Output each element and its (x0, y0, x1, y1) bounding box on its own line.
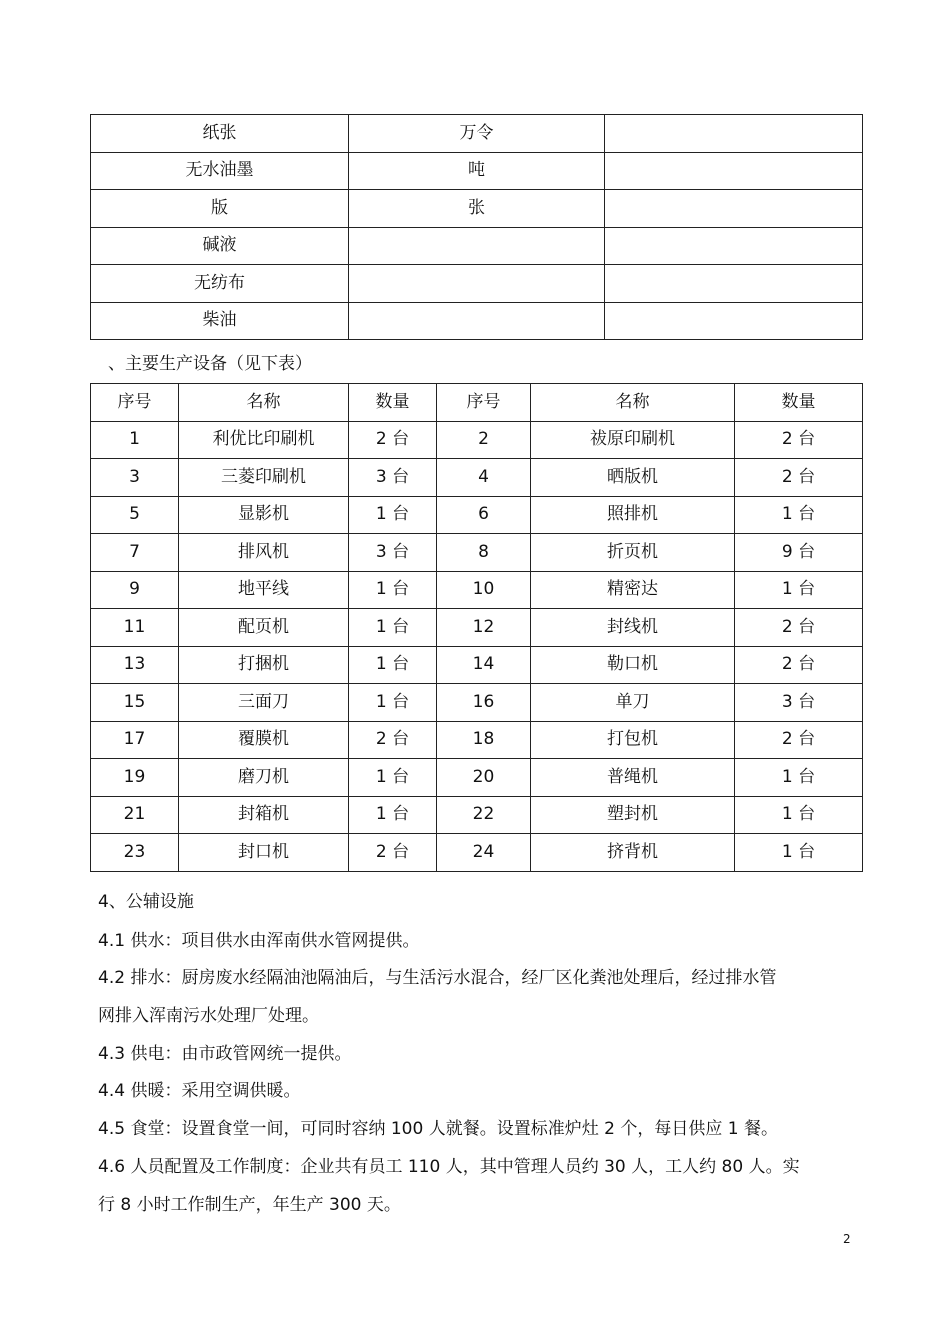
table-cell: 1 (91, 421, 179, 459)
table-cell (605, 190, 863, 228)
paragraph-drainage-line1: 4.2 排水：厨房废水经隔油池隔油后，与生活污水混合，经厂区化粪池处理后，经过排水管 (98, 968, 777, 988)
table-cell: 打捆机 (179, 646, 349, 684)
header-cell: 序号 (91, 384, 179, 422)
table-cell (605, 302, 863, 340)
table-cell (605, 152, 863, 190)
materials-row (91, 302, 863, 340)
table-cell (349, 265, 605, 303)
table-cell: 5 (91, 496, 179, 534)
table-cell: 无纺布 (91, 265, 349, 303)
table-cell: 晒版机 (531, 459, 735, 497)
header-cell: 数量 (735, 384, 863, 422)
table-cell: 单刀 (531, 684, 735, 722)
table-cell: 2 (437, 421, 531, 459)
materials-row (91, 227, 863, 265)
table-cell: 1 台 (349, 759, 437, 797)
table-cell: 10 (437, 571, 531, 609)
table-cell: 1 台 (349, 684, 437, 722)
table-cell: 1 台 (735, 834, 863, 872)
page-number: 2 (843, 1232, 851, 1246)
table-cell: 9 台 (735, 534, 863, 572)
equipment-table (90, 383, 863, 872)
equipment-row (91, 459, 863, 497)
table-cell (349, 302, 605, 340)
table-cell (605, 115, 863, 153)
table-cell: 21 (91, 796, 179, 834)
table-cell: 2 台 (735, 646, 863, 684)
table-cell: 挤背机 (531, 834, 735, 872)
table-cell: 封口机 (179, 834, 349, 872)
table-cell: 16 (437, 684, 531, 722)
materials-row (91, 115, 863, 153)
equipment-row (91, 421, 863, 459)
table-cell: 勒口机 (531, 646, 735, 684)
paragraph-staffing-line2: 行 8 小时工作制生产，年生产 300 天。 (98, 1195, 401, 1215)
table-cell: 三菱印刷机 (179, 459, 349, 497)
table-cell: 精密达 (531, 571, 735, 609)
table-cell: 9 (91, 571, 179, 609)
table-cell: 15 (91, 684, 179, 722)
table-cell (349, 227, 605, 265)
table-cell: 2 台 (349, 721, 437, 759)
table-cell: 1 台 (735, 759, 863, 797)
table-cell: 碱液 (91, 227, 349, 265)
table-cell: 14 (437, 646, 531, 684)
table-cell: 6 (437, 496, 531, 534)
table-cell: 1 台 (349, 571, 437, 609)
table-cell: 折页机 (531, 534, 735, 572)
table-cell: 封箱机 (179, 796, 349, 834)
table-cell: 11 (91, 609, 179, 647)
equipment-row (91, 759, 863, 797)
paragraph-canteen: 4.5 食堂：设置食堂一间，可同时容纳 100 人就餐。设置标准炉灶 2 个，每日供应 1 餐。 (98, 1119, 778, 1139)
header-cell: 名称 (531, 384, 735, 422)
table-cell: 13 (91, 646, 179, 684)
section-title: 4、公辅设施 (98, 892, 194, 912)
table-cell: 17 (91, 721, 179, 759)
table-cell: 版 (91, 190, 349, 228)
materials-row (91, 152, 863, 190)
table-cell (605, 227, 863, 265)
materials-row (91, 190, 863, 228)
table-cell: 封线机 (531, 609, 735, 647)
table-cell: 3 台 (735, 684, 863, 722)
paragraph-staffing-line1: 4.6 人员配置及工作制度：企业共有员工 110 人，其中管理人员约 30 人，工人约 80 人。实 (98, 1157, 800, 1177)
paragraph-water-supply: 4.1 供水：项目供水由浑南供水管网提供。 (98, 931, 420, 951)
table-cell: 23 (91, 834, 179, 872)
table-cell: 万令 (349, 115, 605, 153)
materials-table (90, 114, 863, 340)
equipment-row (91, 684, 863, 722)
table-cell: 2 台 (735, 421, 863, 459)
table-cell: 1 台 (349, 646, 437, 684)
table-cell: 吨 (349, 152, 605, 190)
table-cell: 2 台 (735, 459, 863, 497)
table-cell: 柴油 (91, 302, 349, 340)
table-cell: 4 (437, 459, 531, 497)
table-cell: 1 台 (349, 796, 437, 834)
table-cell: 20 (437, 759, 531, 797)
table-cell: 1 台 (349, 609, 437, 647)
table-cell: 普绳机 (531, 759, 735, 797)
table-cell: 祓原印刷机 (531, 421, 735, 459)
table-cell: 2 台 (735, 721, 863, 759)
table-cell: 三面刀 (179, 684, 349, 722)
table-cell: 配页机 (179, 609, 349, 647)
table-cell: 张 (349, 190, 605, 228)
equipment-row (91, 496, 863, 534)
header-cell: 数量 (349, 384, 437, 422)
table-cell: 1 台 (735, 796, 863, 834)
equipment-header-row (91, 384, 863, 422)
table-cell: 3 (91, 459, 179, 497)
table-cell: 3 台 (349, 534, 437, 572)
equipment-row (91, 534, 863, 572)
header-cell: 序号 (437, 384, 531, 422)
table-cell: 2 台 (349, 421, 437, 459)
table-cell: 磨刀机 (179, 759, 349, 797)
table-cell: 2 台 (349, 834, 437, 872)
table-cell (605, 265, 863, 303)
header-cell: 名称 (179, 384, 349, 422)
table-cell: 7 (91, 534, 179, 572)
table-cell: 24 (437, 834, 531, 872)
table-cell: 利优比印刷机 (179, 421, 349, 459)
table-cell: 覆膜机 (179, 721, 349, 759)
table-cell: 显影机 (179, 496, 349, 534)
table-cell: 3 台 (349, 459, 437, 497)
equipment-caption: 、主要生产设备（见下表） (108, 354, 312, 374)
table-cell: 打包机 (531, 721, 735, 759)
equipment-row (91, 609, 863, 647)
table-cell: 排风机 (179, 534, 349, 572)
equipment-row (91, 834, 863, 872)
table-cell: 1 台 (349, 496, 437, 534)
table-cell: 18 (437, 721, 531, 759)
equipment-row (91, 646, 863, 684)
table-cell: 地平线 (179, 571, 349, 609)
table-cell: 塑封机 (531, 796, 735, 834)
table-cell: 8 (437, 534, 531, 572)
paragraph-heating: 4.4 供暖：采用空调供暖。 (98, 1081, 301, 1101)
paragraph-power-supply: 4.3 供电：由市政管网统一提供。 (98, 1044, 352, 1064)
table-cell: 纸张 (91, 115, 349, 153)
table-cell: 1 台 (735, 571, 863, 609)
table-cell: 2 台 (735, 609, 863, 647)
materials-row (91, 265, 863, 303)
table-cell: 无水油墨 (91, 152, 349, 190)
table-cell: 22 (437, 796, 531, 834)
table-cell: 19 (91, 759, 179, 797)
table-cell: 1 台 (735, 496, 863, 534)
equipment-row (91, 571, 863, 609)
table-cell: 12 (437, 609, 531, 647)
equipment-row (91, 721, 863, 759)
paragraph-drainage-line2: 网排入浑南污水处理厂处理。 (98, 1006, 319, 1026)
equipment-row (91, 796, 863, 834)
table-cell: 照排机 (531, 496, 735, 534)
